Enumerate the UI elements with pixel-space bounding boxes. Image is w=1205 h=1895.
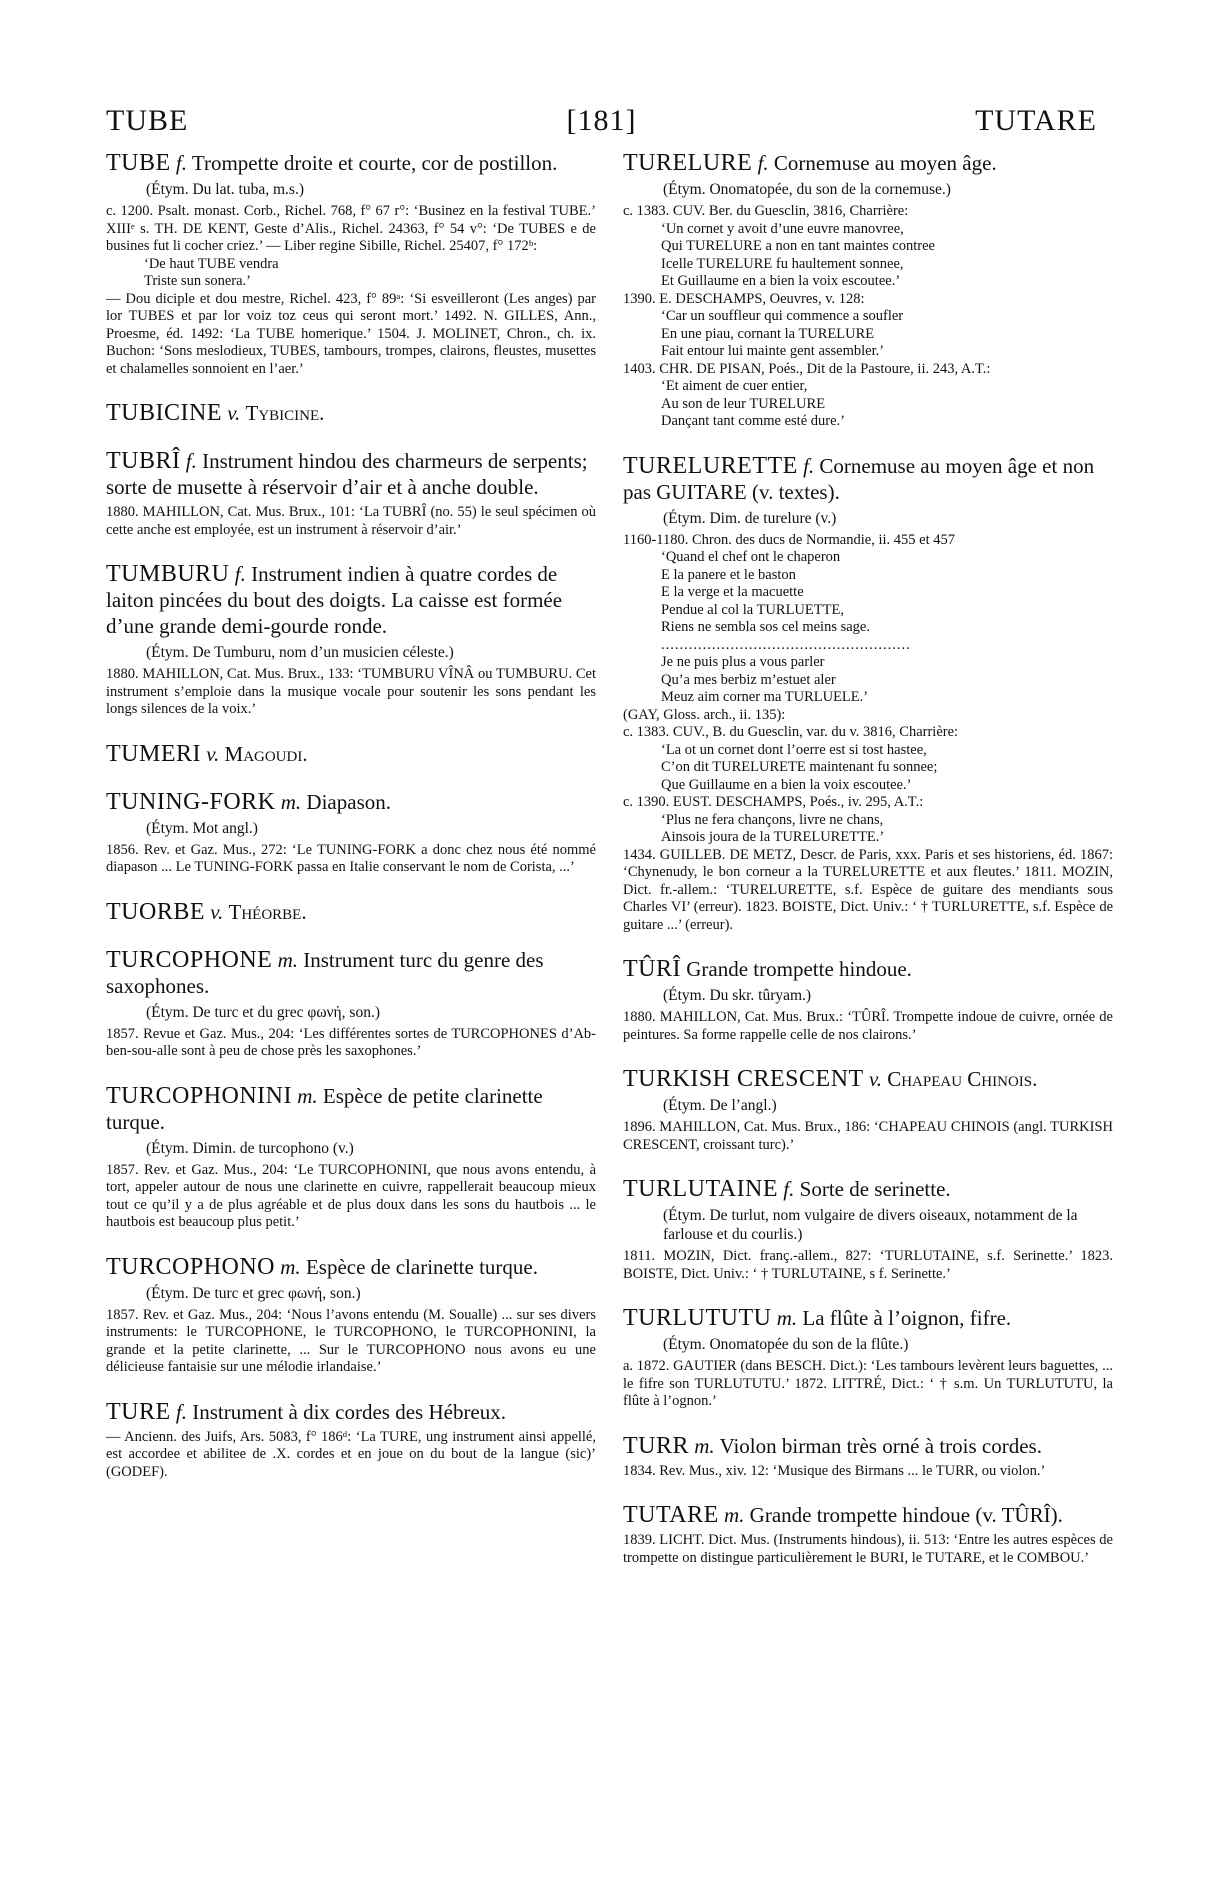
quotation-verse: E la panere et le baston: [661, 566, 796, 583]
grammatical-label: f.: [185, 449, 197, 473]
citation: 1880. MAHILLON, Cat. Mus. Brux., 101: ‘La TUBRÎ (no. 55) le seul spécimen où cette anche est employée, est un instrument à réservoir d’air.’: [106, 504, 596, 538]
entry-heading: [623, 956, 1113, 982]
etymology: (Étym. Onomatopée du son de la flûte.): [663, 1336, 909, 1353]
left-column: [106, 150, 596, 1503]
quotation-verse: ‘Un cornet y avoit d’une euvre manovree,: [661, 220, 904, 237]
definition: Grande trompette hindoue.: [686, 957, 912, 981]
quotation-verse: Dançant tant comme esté dure.’: [661, 413, 845, 429]
citation: 1857. Rev. et Gaz. Mus., 204: ‘Le TURCOPHONINI, que nous avons entendu, à tort, appeler autour de nous une clarinette en cuivre, rappellerait beaucoup mieux tout ce qu’il y a de plus agréable et de plus doux dans les sons du hautbois ... le hautbois est beaucoup plus petit.’: [106, 1161, 596, 1230]
etymology: (Étym. Onomatopée, du son de la cornemuse.): [663, 181, 951, 198]
citation: 1160-1180. Chron. des ducs de Normandie, ii. 455 et 457: [623, 531, 955, 548]
grammatical-label: f.: [175, 1399, 188, 1424]
citation: c. 1383. CUV., B. du Guesclin, var. du v. 3816, Charrière:: [623, 724, 959, 740]
quotation-verse: Que Guillaume en a bien la voix escoutee.’: [661, 776, 912, 793]
citation: 1857. Rev. et Gaz. Mus., 204: ‘Nous l’avons entendu (M. Soualle) ... sur ses divers instruments: le TURCOPHONE, le TURCOPHONO, le TURCOPHONINI, la grande et la petite clarinette, ... Sur le TURCOPHONO nous avons eu une délicieuse fantaisie sur une mélodie irlandaise.’: [106, 1306, 596, 1375]
quotation-verse: Pendue al col la TURLUETTE,: [661, 601, 844, 618]
definition: Instrument hindou des charmeurs de serpents; sorte de musette à réservoir d’air et à anche double.: [106, 449, 588, 499]
dictionary-entry: [623, 1433, 1113, 1481]
citation: 1811. MOZIN, Dict. franç.-allem., 827: ‘TURLUTAINE, s.f. Serinette.’ 1823. BOISTE, Dict. Univ.: ‘ † TURLUTAINE, s f. Serinette.’: [623, 1248, 1113, 1282]
entry-heading: [623, 1305, 1113, 1331]
entry-heading: [623, 1433, 1113, 1459]
citation: — Dou diciple et dou mestre, Richel. 423, f° 89ᵃ: ‘Si esveilleront (Les anges) par lor TUBES et par lor voiz toz ceus qui seront mort.’ 1492. N. GILLES, Ann., Proesme, éd. 1492: ‘La TUBE homerique.’ 1504. J. MOLINET, Chron., ch. ix. Buchon: ‘Sons meslodieux, TUBES, tambours, trompes, clairons, fleustes, musettes et chalamelles sonnoient en l’aer.’: [106, 290, 596, 377]
grammatical-label: v.: [210, 899, 224, 924]
quotation-verse: Qu’a mes berbiz m’estuet aler: [661, 671, 836, 688]
citation: — Ancienn. des Juifs, Ars. 5083, f° 186ᵈ: ‘La TURE, ung instrument ainsi appellé, est accordee et abilitee de .X. cordes et en joue on du bout de la langue (sic)’ (GODEF).: [106, 1428, 596, 1480]
definition: La flûte à l’oignon, fifre.: [802, 1306, 1012, 1330]
headword: TURE: [106, 1398, 171, 1425]
dictionary-entry: [623, 1066, 1113, 1154]
grammatical-label: v.: [206, 741, 220, 766]
definition: Instrument à dix cordes des Hébreux.: [192, 1399, 507, 1424]
entry-heading: [623, 1176, 1113, 1202]
grammatical-label: m.: [297, 1083, 318, 1108]
definition: Trompette droite et courte, cor de postillon.: [191, 151, 558, 175]
quotation-verse: ‘La ot un cornet dont l’oerre est si tost hastee,: [661, 741, 927, 758]
dictionary-entry: [623, 1502, 1113, 1567]
entry-heading: [106, 741, 596, 767]
quotation-verse: C’on dit TURELURETE maintenant fu sonnee;: [661, 759, 938, 775]
running-head-last-word: TUTARE: [975, 104, 1097, 137]
entry-heading: [106, 1083, 596, 1135]
entry-heading: [623, 150, 1113, 176]
dictionary-entry: [106, 741, 596, 767]
citation: 1880. MAHILLON, Cat. Mus. Brux.: ‘TÛRÎ. Trompette indoue de cuivre, ornée de peintures. Sa forme rappelle celle de nos clairons.’: [623, 1009, 1113, 1043]
dictionary-entry: [106, 789, 596, 877]
headword: TURKISH CRESCENT: [623, 1066, 864, 1092]
definition: Instrument turc du genre des saxophones.: [106, 947, 544, 998]
running-head-first-word: TUBE: [106, 104, 189, 137]
headword: TUNING-FORK: [106, 788, 276, 815]
etymology: (Étym. De turc et grec φωνή, son.): [146, 1284, 361, 1302]
headword: TUTARE: [623, 1502, 719, 1528]
quotation-verse: Ainsois joura de la TURELURETTE.’: [661, 829, 885, 845]
citation: 1856. Rev. et Gaz. Mus., 272: ‘Le TUNING-FORK a donc chez nous été nommé diapason ... Le TUNING-FORK passa en Italie conservant le nom de Corista, ...’: [106, 841, 596, 875]
citation: c. 1383. CUV. Ber. du Guesclin, 3816, Charrière:: [623, 203, 909, 219]
entry-heading: [106, 400, 596, 426]
quotation-verse: Icelle TURELURE fu haultement sonnee,: [661, 255, 904, 272]
cross-reference: Théorbe.: [228, 899, 307, 924]
definition: Espèce de petite clarinette turque.: [106, 1083, 543, 1134]
definition: Espèce de clarinette turque.: [305, 1254, 538, 1279]
quotation-verse: ‘Quand el chef ont le chaperon: [661, 549, 841, 565]
quotation-verse: Meuz aim corner ma TURLUELE.’: [661, 689, 869, 705]
dictionary-entry: [106, 561, 596, 719]
dictionary-entry: [623, 1176, 1113, 1283]
dictionary-entry: [623, 150, 1113, 431]
headword: TURCOPHONO: [106, 1253, 276, 1280]
entry-heading: [623, 1066, 1113, 1092]
grammatical-label: m.: [277, 947, 299, 972]
quotation-verse: Triste sun sonera.’: [144, 273, 252, 289]
quotation-verse: ‘Car un souffleur qui commence a soufler: [661, 308, 904, 324]
citation: a. 1872. GAUTIER (dans BESCH. Dict.): ‘Les tambours levèrent leurs baguettes, ... le fifre son TURLUTUTU.’ 1872. LITTRÉ, Dict.: ‘ † s.m. Un TURLUTUTU, la flûte à l’ognon.’: [623, 1358, 1113, 1409]
grammatical-label: f.: [757, 151, 769, 175]
grammatical-label: f.: [175, 151, 188, 175]
citation: 1839. LICHT. Dict. Mus. (Instruments hindous), ii. 513: ‘Entre les autres espèces de trompette on distingue particulièrement le BURI, le TUTARE, et le COMBOU.’: [623, 1532, 1113, 1566]
headword: TURLUTAINE: [623, 1176, 779, 1202]
grammatical-label: m.: [280, 1254, 301, 1279]
dictionary-entry: [106, 1254, 596, 1377]
etymology: (Étym. De l’angl.): [663, 1097, 777, 1114]
entry-heading: [106, 789, 596, 815]
dictionary-entry: [106, 947, 596, 1061]
headword: TÛRÎ: [623, 956, 681, 982]
entry-heading: [623, 453, 1113, 505]
quotation-verse: ‘De haut TUBE vendra: [144, 255, 279, 272]
quotation-verse: Je ne puis plus a vous parler: [661, 654, 825, 670]
quotation-verse: Qui TURELURE a non en tant maintes contree: [661, 238, 935, 254]
quotation-verse: ‘Plus ne fera chançons, livre ne chans,: [661, 811, 884, 828]
headword: TUBRÎ: [106, 448, 181, 474]
citation: 1896. MAHILLON, Cat. Mus. Brux., 186: ‘CHAPEAU CHINOIS (angl. TURKISH CRESCENT, croissant turc).’: [623, 1119, 1113, 1153]
definition: Cornemuse au moyen âge et non pas GUITARE (v. textes).: [623, 453, 1095, 504]
citation: 1880. MAHILLON, Cat. Mus. Brux., 133: ‘TUMBURU VÎNÂ ou TUMBURU. Cet instrument s’emploie dans la musique vocale pour soutenir les sons pendant les longs silences de la voix.’: [106, 666, 596, 717]
cross-reference: Chapeau Chinois.: [887, 1067, 1038, 1091]
entry-heading: [106, 1399, 596, 1425]
headword: TURLUTUTU: [623, 1305, 772, 1331]
grammatical-label: v.: [868, 1067, 882, 1091]
cross-reference: Magoudi.: [224, 741, 308, 766]
quotation-verse: E la verge et la macuette: [661, 584, 804, 600]
grammatical-label: m.: [694, 1433, 715, 1458]
grammatical-label: m.: [776, 1306, 798, 1330]
headword: TUMBURU: [106, 561, 230, 587]
citation: 1434. GUILLEB. DE METZ, Descr. de Paris, xxx. Paris et ses historiens, éd. 1867: ‘Chynenudy, le bon corneur a la TURELURETTE et aux fleutes.’ 1811. MOZIN, Dict. fr.-allem.: ‘TURELURETTE, s.f. Espèce de guitare des mendiants sous Charles VI’ (erreur). 1823. BOISTE, Dict. Univ.: ‘ † TURLURETTE, s.f. Espèce de guitare ...’ (erreur).: [623, 846, 1113, 933]
dictionary-entry: [106, 400, 596, 426]
dictionary-entry: [106, 1083, 596, 1232]
dictionary-entry: [106, 1399, 596, 1482]
grammatical-label: v.: [227, 401, 241, 425]
etymology: (Étym. De turc et du grec φωνή, son.): [146, 1003, 380, 1021]
citation: c. 1200. Psalt. monast. Corb., Richel. 768, f° 67 r°: ‘Businez en la festival TUBE.’ XIIIᵉ s. TH. DE KENT, Geste d’Alis., Richel. 24363, f° 54 v°: ‘De TUBES e de busines fut li cocher criez.’ — Liber regine Sibille, Richel. 25407, f° 172ᵇ:: [106, 203, 596, 254]
headword: TUORBE: [106, 898, 205, 925]
definition: Sorte de serinette.: [799, 1177, 951, 1201]
running-head: [106, 104, 1097, 144]
entry-heading: [106, 561, 596, 639]
headword: TURR: [623, 1432, 690, 1459]
quotation-verse: Fait entour lui mainte gent assembler.’: [661, 343, 885, 359]
dictionary-entry: [106, 448, 596, 539]
definition: Violon birman très orné à trois cordes.: [719, 1433, 1042, 1458]
cross-reference: Tybicine.: [245, 401, 325, 425]
quotation-verse: ‘Et aiment de cuer entier,: [661, 378, 808, 394]
etymology: (Étym. De turlut, nom vulgaire de divers oiseaux, notamment de la farlouse et du courlis.): [663, 1207, 1078, 1243]
definition: Cornemuse au moyen âge.: [773, 151, 997, 175]
entry-heading: [106, 899, 596, 925]
etymology: (Étym. Dimin. de turcophono (v.): [146, 1139, 354, 1157]
grammatical-label: f.: [803, 453, 815, 478]
headword: TUBICINE: [106, 400, 222, 426]
dictionary-entry: [106, 150, 596, 378]
ellipsis-line: ......................................................: [661, 636, 911, 653]
quotation-verse: En une piau, cornant la TURELURE: [661, 325, 875, 342]
headword: TURCOPHONINI: [106, 1082, 292, 1109]
page-number: [181]: [566, 104, 637, 137]
citation: 1834. Rev. Mus., xiv. 12: ‘Musique des Birmans ... le TURR, ou violon.’: [623, 1462, 1046, 1479]
entry-heading: [106, 947, 596, 999]
headword: TUMERI: [106, 740, 201, 767]
citation: 1390. E. DESCHAMPS, Oeuvres, v. 128:: [623, 290, 865, 307]
headword: TUBE: [106, 150, 171, 176]
citation: 1403. CHR. DE PISAN, Poés., Dit de la Pastoure, ii. 243, A.T.:: [623, 360, 991, 377]
grammatical-label: m.: [723, 1503, 745, 1527]
definition: Instrument indien à quatre cordes de laiton pincées du bout des doigts. La caisse est formée d’une grande demi-gourde ronde.: [106, 562, 563, 638]
quotation-verse: Riens ne sembla sos cel meins sage.: [661, 619, 870, 635]
headword: TURELURETTE: [623, 452, 798, 479]
etymology: (Étym. Du lat. tuba, m.s.): [146, 181, 304, 198]
entry-heading: [106, 448, 596, 500]
etymology: (Étym. Du skr. tûryam.): [663, 987, 812, 1004]
grammatical-label: f.: [234, 562, 246, 586]
etymology: (Étym. De Tumburu, nom d’un musicien céleste.): [146, 644, 454, 661]
definition: Grande trompette hindoue (v. TÛRÎ).: [749, 1503, 1063, 1527]
quotation-verse: Au son de leur TURELURE: [661, 395, 826, 412]
citation: 1857. Revue et Gaz. Mus., 204: ‘Les différentes sortes de TURCOPHONES d’Ab-ben-sou-alle sont à peu de chose près les saxophones.’: [106, 1025, 596, 1059]
dictionary-entry: [623, 956, 1113, 1044]
dictionary-entry: [106, 899, 596, 925]
citation: c. 1390. EUST. DESCHAMPS, Poés., iv. 295, A.T.:: [623, 794, 924, 810]
citation: (GAY, Gloss. arch., ii. 135):: [623, 706, 786, 723]
definition: Diapason.: [306, 789, 391, 814]
etymology: (Étym. Mot angl.): [146, 819, 258, 837]
grammatical-label: f.: [783, 1177, 795, 1201]
headword: TURELURE: [623, 150, 753, 176]
right-column: [623, 150, 1113, 1589]
entry-heading: [623, 1502, 1113, 1528]
etymology: (Étym. Dim. de turelure (v.): [663, 509, 837, 527]
entry-heading: [106, 150, 596, 176]
grammatical-label: m.: [280, 789, 302, 814]
dictionary-entry: [623, 1305, 1113, 1411]
headword: TURCOPHONE: [106, 946, 273, 973]
entry-heading: [106, 1254, 596, 1280]
quotation-verse: Et Guillaume en a bien la voix escoutee.’: [661, 273, 901, 289]
dictionary-entry: [623, 453, 1113, 935]
